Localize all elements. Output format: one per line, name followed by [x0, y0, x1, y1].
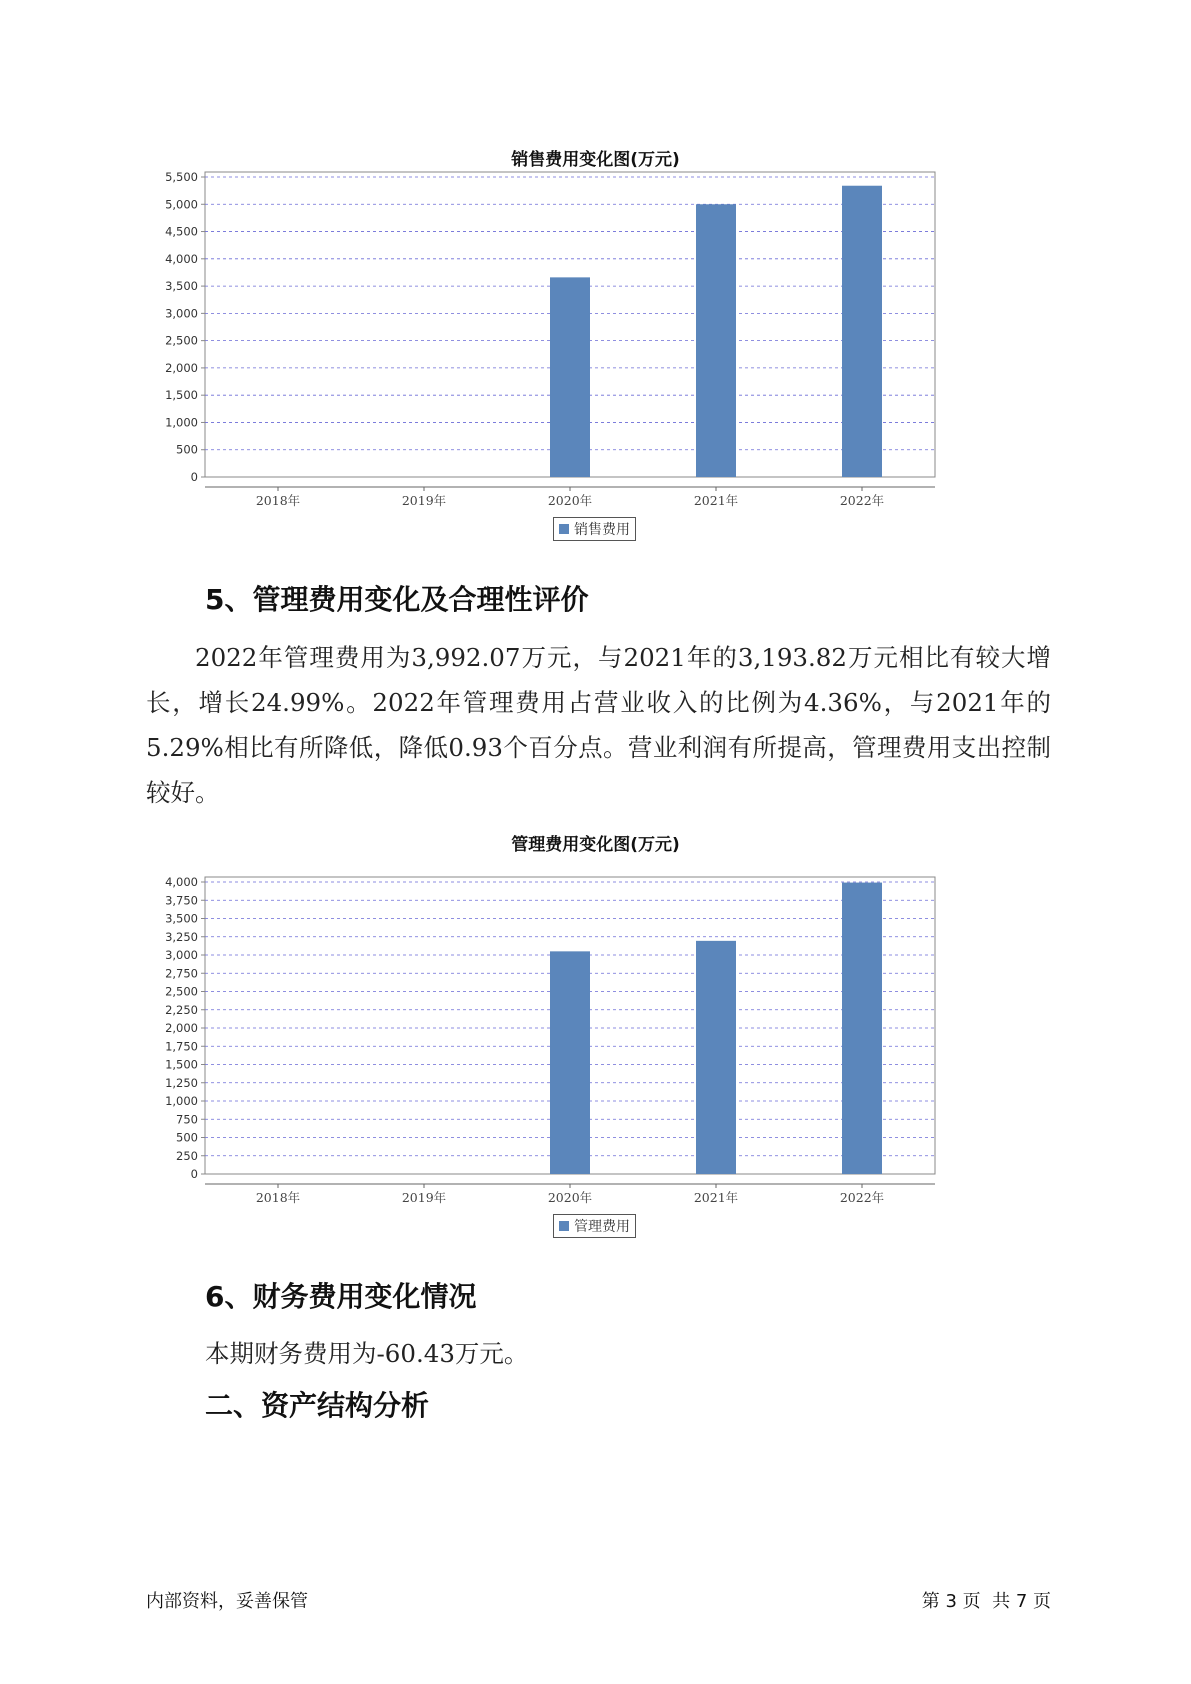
- admin-y-tick-label: 2,500: [165, 984, 198, 999]
- admin-y-tick-label: 1,000: [165, 1094, 198, 1108]
- admin-y-tick-label: 750: [176, 1112, 198, 1127]
- admin-y-tick-label: 2,250: [165, 1002, 198, 1017]
- admin-y-tick-label: 1,250: [165, 1075, 198, 1090]
- admin-y-tick-label: 3,250: [165, 929, 198, 944]
- footer-page-number: 第 3 页 共 7 页: [921, 1591, 1051, 1612]
- admin-bar-2021年: [696, 941, 736, 1174]
- sales-chart-title: 销售费用变化图(万元): [511, 150, 680, 170]
- admin-x-tick-label: 2019年: [401, 1190, 447, 1205]
- admin-x-tick-label: 2018年: [255, 1190, 301, 1205]
- sales-y-tick-label: 2,000: [165, 360, 198, 375]
- sales-y-tick-label: 4,000: [165, 251, 198, 266]
- section-5-paragraph: 2022年管理费用为3,992.07万元，与2021年的3,193.82万元相比有较大增长，增长24.99%。2022年管理费用占营业收入的比例为4.36%，与2021年的5.29%相比有所降低，降低0.93个百分点。营业利润有所提高，管理费用支出控制较好。: [146, 643, 1051, 807]
- sales-legend-label: 销售费用: [574, 522, 630, 538]
- section-two-heading: 二、资产结构分析: [205, 1389, 430, 1422]
- admin-y-tick-label: 3,500: [165, 911, 198, 926]
- sales-bar-2022年: [842, 186, 882, 477]
- section-6-heading: 6、财务费用变化情况: [205, 1280, 477, 1313]
- sales-y-tick-label: 2,500: [165, 333, 198, 348]
- sales-y-tick-label: 1,500: [165, 388, 198, 403]
- sales-y-tick-label: 5,500: [165, 170, 198, 184]
- legend-swatch: [559, 524, 569, 534]
- admin-y-tick-label: 2,000: [165, 1021, 198, 1035]
- sales-y-tick-label: 1,000: [165, 415, 198, 430]
- legend-swatch: [559, 1221, 569, 1231]
- admin-x-tick-label: 2020年: [547, 1190, 593, 1205]
- admin-bar-2022年: [842, 883, 882, 1174]
- admin-y-tick-label: 1,500: [165, 1057, 198, 1072]
- admin-y-tick-label: 500: [176, 1130, 198, 1145]
- sales-x-tick-label: 2018年: [255, 493, 301, 508]
- sales-bar-2021年: [696, 204, 736, 477]
- admin-y-tick-label: 4,000: [165, 875, 198, 889]
- admin-x-tick-label: 2021年: [693, 1190, 739, 1205]
- section-6-line: 本期财务费用为-60.43万元。: [205, 1339, 529, 1368]
- admin-bar-2020年: [550, 951, 590, 1174]
- admin-chart: [150, 865, 1030, 1205]
- admin-y-tick-label: 3,750: [165, 893, 198, 908]
- sales-chart: [150, 170, 1030, 510]
- sales-y-tick-label: 500: [176, 442, 198, 457]
- admin-y-tick-label: 2,750: [165, 966, 198, 981]
- section-5-heading: 5、管理费用变化及合理性评价: [205, 583, 589, 616]
- sales-y-tick-label: 3,000: [165, 306, 198, 321]
- sales-x-tick-label: 2021年: [693, 493, 739, 508]
- sales-x-tick-label: 2019年: [401, 493, 447, 508]
- admin-y-tick-label: 0: [190, 1167, 198, 1181]
- admin-legend-label: 管理费用: [574, 1219, 630, 1235]
- sales-y-tick-label: 5,000: [165, 197, 198, 212]
- sales-x-tick-label: 2022年: [839, 493, 885, 508]
- admin-chart-legend: [553, 1214, 636, 1238]
- admin-y-tick-label: 250: [176, 1148, 198, 1163]
- admin-x-tick-label: 2022年: [839, 1190, 885, 1205]
- admin-y-tick-label: 3,000: [165, 948, 198, 962]
- sales-chart-legend: [553, 517, 636, 541]
- admin-chart-title: 管理费用变化图(万元): [511, 835, 680, 855]
- sales-y-tick-label: 3,500: [165, 279, 198, 294]
- sales-bar-2020年: [550, 277, 590, 477]
- footer-confidential-note: 内部资料，妥善保管: [146, 1591, 308, 1612]
- sales-y-tick-label: 4,500: [165, 224, 198, 239]
- admin-y-tick-label: 1,750: [165, 1039, 198, 1054]
- sales-y-tick-label: 0: [190, 470, 198, 484]
- sales-x-tick-label: 2020年: [547, 493, 593, 508]
